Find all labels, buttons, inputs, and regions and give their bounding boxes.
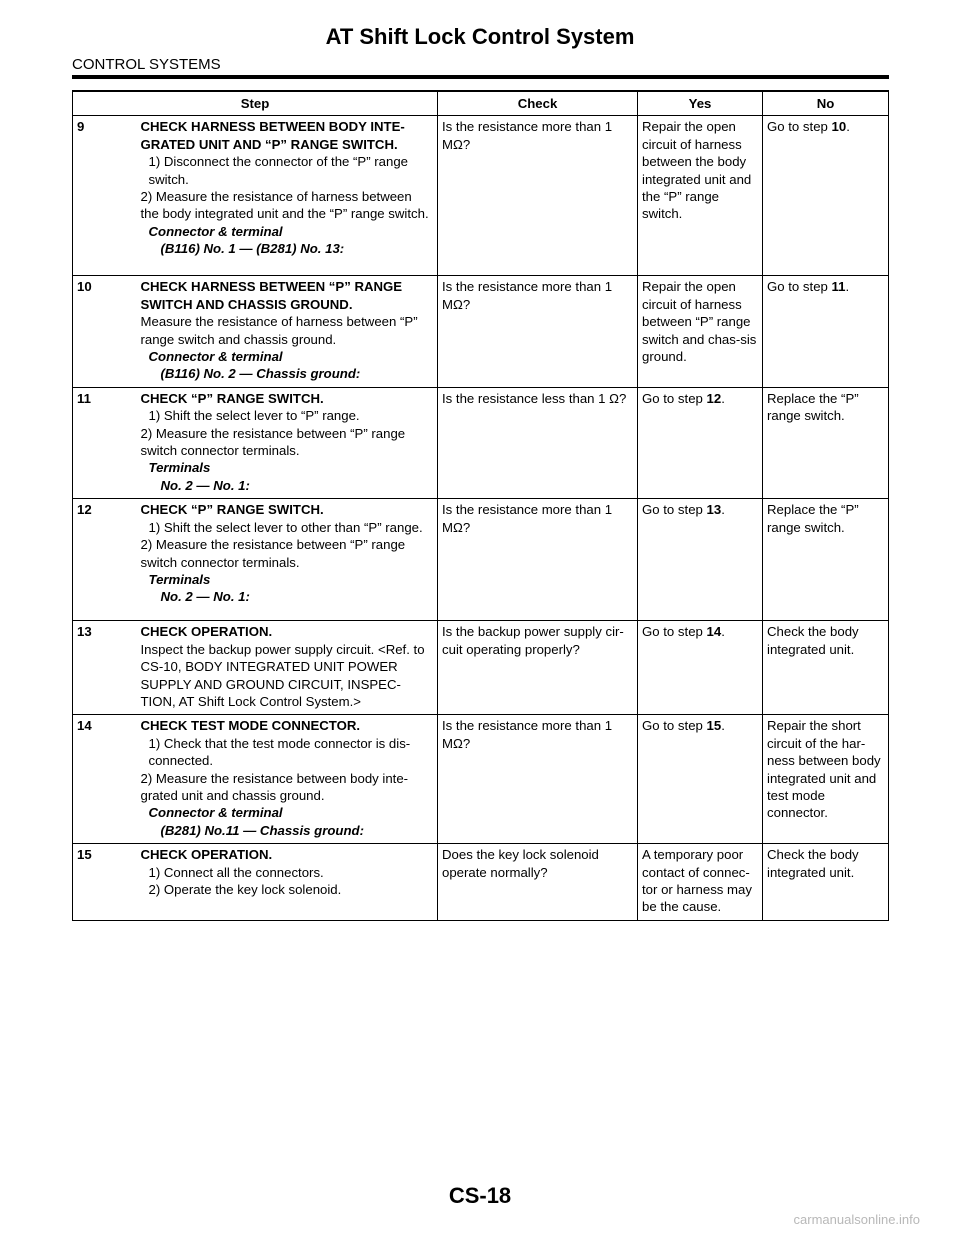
- connector-detail: (B116) No. 2 — Chassis ground:: [160, 366, 361, 382]
- step-description: [141, 844, 438, 921]
- step-number: 13: [73, 621, 141, 715]
- step-instruction: 2) Measure the resistance of harness between the body integrated unit and the “P” range switch.: [140, 189, 429, 222]
- step-instruction: Measure the resistance of harness between “P” range switch and chassis ground.: [140, 314, 418, 347]
- connector-label: Connector & terminal: [148, 349, 283, 365]
- check-cell: Is the resistance more than 1 MΩ?: [438, 715, 638, 844]
- terminal-label: Terminals: [148, 571, 211, 587]
- step-instruction: Inspect the backup power supply circuit. <Ref. to CS-10, BODY INTEGRATED UNIT POWER SUPPLY AND GROUND CIRCUIT, INSPEC-TION, AT Shift Lock Control System.>: [140, 641, 425, 709]
- check-cell: Is the resistance more than 1 MΩ?: [438, 499, 638, 621]
- step-description: [141, 715, 438, 844]
- terminal-detail: No. 2 — No. 1:: [160, 477, 250, 493]
- table-row: [73, 715, 889, 844]
- column-header-yes: Yes: [638, 91, 763, 116]
- step-description: [141, 621, 438, 715]
- step-description: [141, 276, 438, 387]
- terminal-detail: No. 2 — No. 1:: [160, 589, 250, 605]
- table-row: [73, 116, 889, 276]
- page-title: AT Shift Lock Control System: [325, 24, 635, 49]
- step-description: [141, 387, 438, 498]
- step-title: CHECK OPERATION.: [140, 847, 273, 863]
- no-cell: Replace the “P” range switch.: [763, 387, 889, 498]
- step-number: 9: [73, 116, 141, 276]
- step-title: CHECK TEST MODE CONNECTOR.: [140, 718, 361, 734]
- diagnostic-table: [72, 90, 889, 921]
- yes-cell: Go to step 14.: [638, 621, 763, 715]
- section-label: CONTROL SYSTEMS: [72, 56, 221, 73]
- step-title: CHECK “P” RANGE SWITCH.: [140, 502, 324, 518]
- step-instruction: 1) Disconnect the connector of the “P” range switch.: [148, 154, 408, 187]
- step-instruction: 1) Check that the test mode connector is dis-connected.: [148, 735, 411, 769]
- step-reference: 11: [831, 279, 846, 295]
- step-reference: 15: [706, 718, 722, 734]
- step-instruction: 2) Operate the key lock solenoid.: [148, 881, 342, 897]
- table-row: [73, 621, 889, 715]
- step-instruction: 2) Measure the resistance between “P” range switch connector terminals.: [140, 537, 406, 570]
- step-description: [141, 499, 438, 621]
- yes-cell: A temporary poor contact of connec-tor or harness may be the cause.: [638, 844, 763, 921]
- step-title: CHECK HARNESS BETWEEN BODY INTE-GRATED UNIT AND “P” RANGE SWITCH.: [140, 119, 405, 152]
- step-number: 12: [73, 499, 141, 621]
- table-row: [73, 844, 889, 921]
- check-cell: Is the resistance more than 1 MΩ?: [438, 116, 638, 276]
- step-reference: 12: [706, 390, 722, 406]
- step-instruction: 1) Connect all the connectors.: [148, 864, 324, 880]
- step-title: CHECK “P” RANGE SWITCH.: [140, 390, 324, 406]
- connector-detail: (B116) No. 1 — (B281) No. 13:: [160, 241, 345, 257]
- check-cell: Does the key lock solenoid operate normally?: [438, 844, 638, 921]
- check-cell: Is the resistance more than 1 MΩ?: [438, 276, 638, 387]
- step-instruction: 1) Shift the select lever to “P” range.: [148, 408, 360, 424]
- connector-detail: (B281) No.11 — Chassis ground:: [160, 822, 364, 838]
- table-row: [73, 499, 889, 621]
- column-header-check: Check: [438, 91, 638, 116]
- step-title: CHECK HARNESS BETWEEN “P” RANGE SWITCH AND CHASSIS GROUND.: [140, 279, 403, 312]
- no-cell: Go to step 10.: [763, 116, 889, 276]
- step-instruction: 1) Shift the select lever to other than “P” range.: [148, 519, 423, 535]
- check-cell: Is the backup power supply cir-cuit operating properly?: [438, 621, 638, 715]
- step-title: CHECK OPERATION.: [140, 624, 273, 640]
- table-row: [73, 276, 889, 387]
- connector-label: Connector & terminal: [148, 223, 283, 239]
- yes-cell: Repair the open circuit of harness between “P” range switch and chas-sis ground.: [638, 276, 763, 387]
- no-cell: Go to step 11.: [763, 276, 889, 387]
- step-reference: 13: [706, 502, 722, 518]
- step-instruction: 2) Measure the resistance between body inte-grated unit and chassis ground.: [140, 770, 409, 803]
- terminal-label: Terminals: [148, 460, 211, 476]
- column-header-step: Step: [73, 91, 438, 116]
- table-row: [73, 387, 889, 498]
- column-header-no: No: [763, 91, 889, 116]
- step-number: 11: [73, 387, 141, 498]
- header-rule: [72, 75, 889, 79]
- step-number: 14: [73, 715, 141, 844]
- page-number: CS-18: [448, 1183, 512, 1208]
- no-cell: Repair the short circuit of the har-ness between body integrated unit and test mode connector.: [763, 715, 889, 844]
- step-number: 15: [73, 844, 141, 921]
- table-header-row: [73, 91, 889, 116]
- yes-cell: Go to step 12.: [638, 387, 763, 498]
- yes-cell: Go to step 15.: [638, 715, 763, 844]
- check-cell: Is the resistance less than 1 Ω?: [438, 387, 638, 498]
- yes-cell: Go to step 13.: [638, 499, 763, 621]
- no-cell: Check the body integrated unit.: [763, 844, 889, 921]
- no-cell: Check the body integrated unit.: [763, 621, 889, 715]
- step-reference: 14: [706, 624, 722, 640]
- yes-cell: Repair the open circuit of harness between the body integrated unit and the “P” range switch.: [638, 116, 763, 276]
- step-number: 10: [73, 276, 141, 387]
- watermark: carmanualsonline.info: [793, 1212, 920, 1227]
- step-reference: 10: [831, 119, 847, 135]
- connector-label: Connector & terminal: [148, 805, 283, 821]
- step-description: [141, 116, 438, 276]
- no-cell: Replace the “P” range switch.: [763, 499, 889, 621]
- step-instruction: 2) Measure the resistance between “P” range switch connector terminals.: [140, 425, 406, 459]
